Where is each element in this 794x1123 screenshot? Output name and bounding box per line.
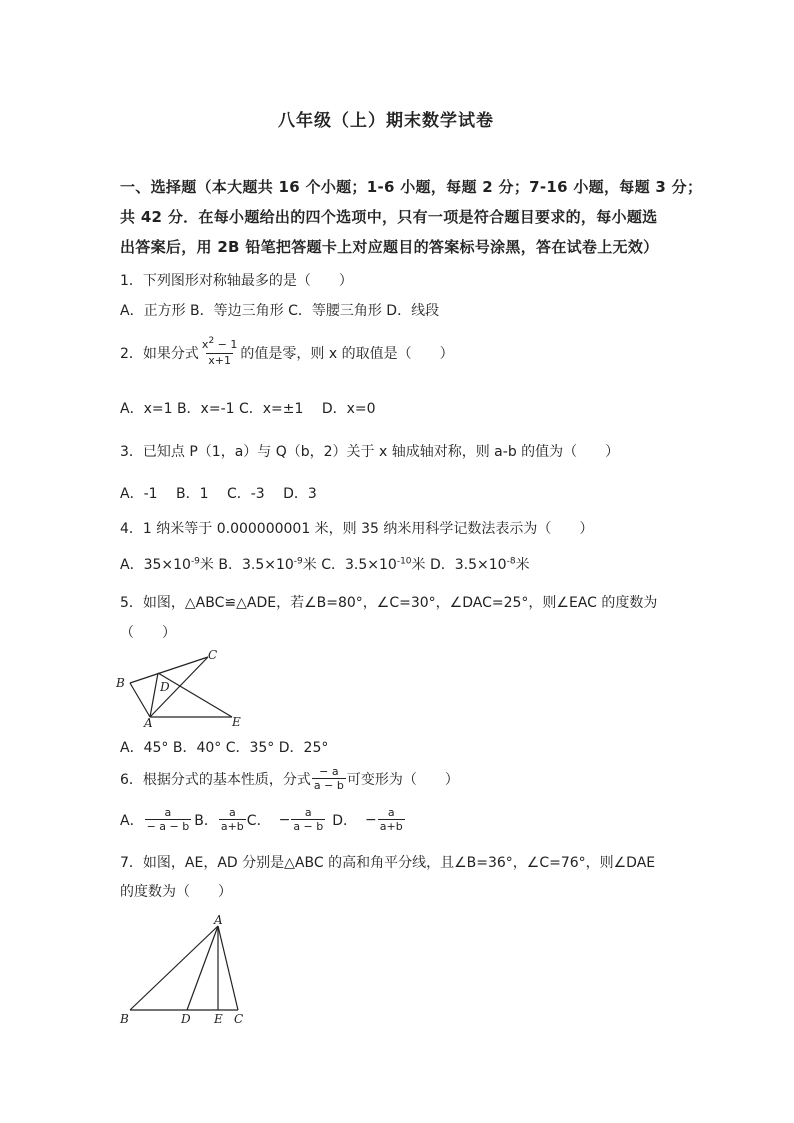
q7-label-b: B [120,1012,129,1026]
question-5-paren: （ ） [120,625,176,641]
question-5-options: A．45° B．40° C．35° D．25° [120,740,329,756]
q6-option-b-fraction [219,806,246,833]
q5-label-e: E [232,715,241,729]
q2-frac-den: x+1 [208,354,232,367]
question-5-figure [110,645,260,730]
q5-label-d: D [160,680,170,694]
question-7-figure [110,910,260,1030]
q4-option-c-base: 米 C．3.5×10 [302,557,397,573]
section-instructions-line-2: 共 42 分．在每小题给出的四个选项中，只有一项是符合题目要求的，每小题选 [120,208,658,226]
question-4-options [120,554,530,574]
q6-option-d-den: a+b [379,820,403,833]
q6-option-a-label: A． [120,812,144,829]
q7-label-c: C [234,1012,244,1026]
question-1-stem: 1．下列图形对称轴最多的是（ ） [120,273,353,289]
q6-option-c-sign: − [278,811,291,828]
q7-line-ba [130,926,218,1010]
section-instructions-line-1: 一、选择题（本大题共 16 个小题；1-6 小题，每题 2 分；7-16 小题，每题 3 分； [120,178,703,196]
page-title: 八年级（上）期末数学试卷 [278,111,494,131]
q4-option-d-exp: -8 [506,556,516,567]
q7-line-ac [218,926,238,1010]
q6-option-a-fraction [145,806,192,833]
question-6-fraction [312,765,346,792]
q4-option-d-base: 米 D．3.5×10 [411,557,507,573]
q7-line-ad [187,926,218,1010]
q4-option-a-exp: -9 [190,556,200,567]
question-2-stem [120,338,454,367]
q6-option-d-num: a [387,806,395,819]
q7-label-d: D [181,1012,191,1026]
q6-option-d-fraction [378,806,405,833]
q6-option-d-sign: − [365,811,377,828]
q6-option-a-num: a [164,806,172,819]
question-2-options: A．x=1 B．x=-1 C．x=±1 D．x=0 [120,401,376,417]
question-2-pre: 2．如果分式 [120,345,199,362]
question-3-stem: 3．已知点 P（1，a）与 Q（b，2）关于 x 轴成轴对称，则 a-b 的值为（ ） [120,444,620,460]
q6-option-b-den: a+b [220,820,244,833]
q6-option-c-den: a − b [293,820,324,833]
question-7-stem-line-2: 的度数为（ ） [120,884,232,900]
q4-option-a-base: A．35×10 [120,557,191,573]
section-instructions-line-3: 出答案后，用 2B 铅笔把答题卡上对应题目的答案标号涂黑，答在试卷上无效） [120,238,659,256]
q6-frac-den: a − b [313,779,344,792]
question-2-fraction [200,338,239,367]
q5-label-c: C [208,648,218,662]
q4-option-d-unit: 米 [515,557,530,573]
q6-option-c-label: C． [246,812,271,829]
q6-option-b-num: a [228,806,236,819]
q5-line-ac [150,657,208,717]
question-5-stem: 5．如图，△ABC≌△ADE，若∠B=80°，∠C=30°，∠DAC=25°，则∠EAC 的度数为 [120,595,658,611]
q6-option-c-fraction [291,806,325,833]
question-7-stem-line-1: 7．如图，AE，AD 分别是△ABC 的高和角平分线，且∠B=36°，∠C=76°，则∠DAE [120,855,656,871]
q2-frac-num-rest: − 1 [214,338,238,351]
q2-frac-exp: 2 [208,336,215,346]
question-1-options: A．正方形 B．等边三角形 C．等腰三角形 D．线段 [120,303,440,319]
q4-option-b-exp: -9 [293,556,303,567]
q6-option-b-label: B． [194,812,218,829]
q4-option-c-exp: -10 [396,556,412,567]
q2-frac-num: x [201,338,209,351]
q5-line-ba [130,683,150,717]
question-2-post: 的值是零，则 x 的取值是（ ） [240,345,454,362]
q6-option-d-label: D． [332,812,358,829]
question-6-options [120,806,406,833]
question-6-stem [120,765,459,792]
question-4-stem: 4．1 纳米等于 0.000000001 米，则 35 纳米用科学记数法表示为（ ） [120,521,594,537]
q6-option-a-den: − a − b [146,820,190,833]
q7-label-a: A [214,913,223,927]
q5-label-b: B [116,676,125,690]
q4-option-b-base: 米 B．3.5×10 [199,557,294,573]
q6-frac-num: − a [319,765,339,778]
question-3-options: A．-1 B．1 C．-3 D．3 [120,486,317,502]
q5-label-a: A [144,716,153,730]
question-6-post: 可变形为（ ） [346,771,459,788]
q7-label-e: E [214,1012,223,1026]
question-6-pre: 6．根据分式的基本性质，分式 [120,771,311,788]
q6-option-c-num: a [304,806,312,819]
